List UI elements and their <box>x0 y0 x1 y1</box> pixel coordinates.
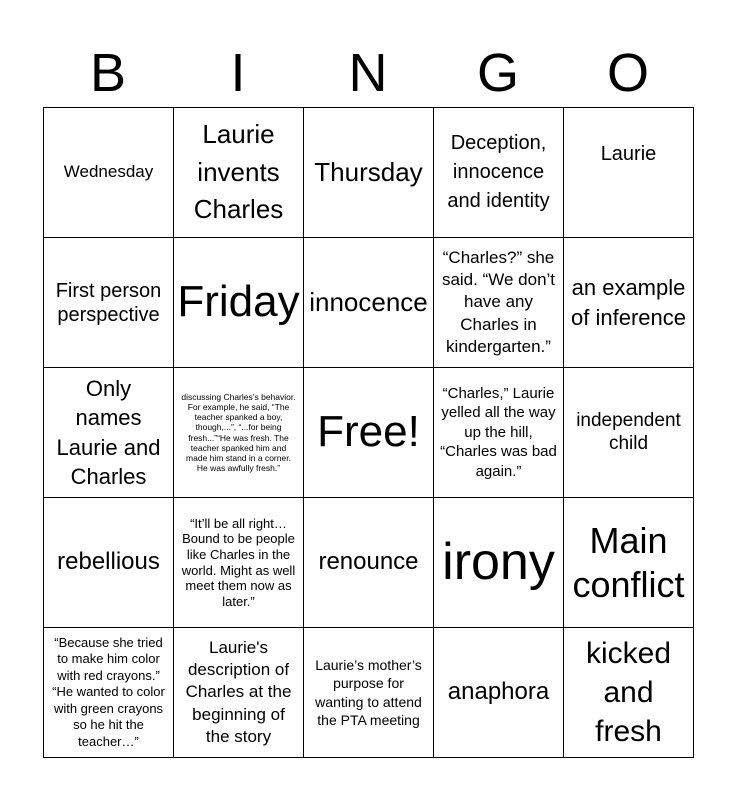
cell-text: rebellious <box>57 548 160 576</box>
cell-text: Main conflict <box>572 520 685 605</box>
bingo-cell[interactable] <box>174 238 304 368</box>
free-space-text: Free! <box>317 407 420 457</box>
bingo-header <box>43 40 693 106</box>
cell-text: Laurie invents Charles <box>193 118 284 225</box>
cell-text: First person perspective <box>55 279 162 326</box>
free-space[interactable] <box>304 368 434 498</box>
bingo-cell[interactable] <box>434 628 564 758</box>
header-letter-o: O <box>606 43 649 103</box>
cell-text: Laurie’s mother’s purpose for wanting to attend the PTA meeting <box>315 657 422 728</box>
cell-text: innocence <box>309 286 428 317</box>
cell-text: Laurie's description of Charles at the beginning of the story <box>185 638 292 746</box>
bingo-cell[interactable] <box>174 368 304 498</box>
cell-text: irony <box>442 533 555 592</box>
cell-text: Only names Laurie and Charles <box>56 376 161 489</box>
cell-text: kicked and fresh <box>585 637 672 748</box>
bingo-cell[interactable] <box>564 628 694 758</box>
bingo-cell[interactable] <box>564 498 694 628</box>
bingo-cell[interactable] <box>44 238 174 368</box>
bingo-cell[interactable] <box>44 498 174 628</box>
header-letter-n: N <box>348 43 388 103</box>
cell-text: Laurie <box>600 143 657 165</box>
header-letter-i: I <box>230 43 246 103</box>
cell-text: Wednesday <box>63 162 154 182</box>
bingo-cell[interactable] <box>174 628 304 758</box>
bingo-board <box>43 107 694 758</box>
bingo-cell[interactable] <box>434 498 564 628</box>
bingo-cell[interactable] <box>174 108 304 238</box>
cell-text: renounce <box>318 548 419 576</box>
cell-text: Friday <box>177 277 300 327</box>
header-letter-g: G <box>476 43 519 103</box>
bingo-cell[interactable] <box>564 238 694 368</box>
cell-text: “Because she tried to make him color with red crayons.” “He wanted to color with green crayons so he hit the teacher…” <box>52 634 165 749</box>
bingo-cell[interactable] <box>174 498 304 628</box>
bingo-cell[interactable] <box>44 108 174 238</box>
bingo-cell[interactable] <box>564 108 694 238</box>
cell-text: “Charles,” Laurie yelled all the way up the hill, “Charles was bad again.” <box>440 384 557 480</box>
bingo-cell[interactable] <box>434 238 564 368</box>
bingo-cell[interactable] <box>434 368 564 498</box>
cell-text: independent child <box>576 409 681 454</box>
bingo-cell[interactable] <box>304 498 434 628</box>
cell-text: “It’ll be all right… Bound to be people like Charles in the world. Might as well meet them now as later.” <box>181 515 296 609</box>
cell-text: anaphora <box>447 678 550 706</box>
cell-text: an example of inference <box>571 275 686 330</box>
cell-text: discussing Charles’s behavior. For example, he said, “The teacher spanked a boy, though,...”, “...for being fresh...”“He was fresh. The teacher spanked him and made him stand in a corner. He was awfully fresh.” <box>181 391 296 474</box>
bingo-cell[interactable] <box>304 108 434 238</box>
cell-text: “Charles?” she said. “We don’t have any Charles in kindergarten.” <box>441 248 556 356</box>
cell-text: Thursday <box>314 156 423 187</box>
bingo-cell[interactable] <box>304 238 434 368</box>
bingo-cell[interactable] <box>304 628 434 758</box>
bingo-cell[interactable] <box>44 628 174 758</box>
cell-text: Deception, innocence and identity <box>447 132 550 212</box>
bingo-cell[interactable] <box>434 108 564 238</box>
header-letter-b: B <box>89 43 127 103</box>
bingo-cell[interactable] <box>44 368 174 498</box>
bingo-cell[interactable] <box>564 368 694 498</box>
